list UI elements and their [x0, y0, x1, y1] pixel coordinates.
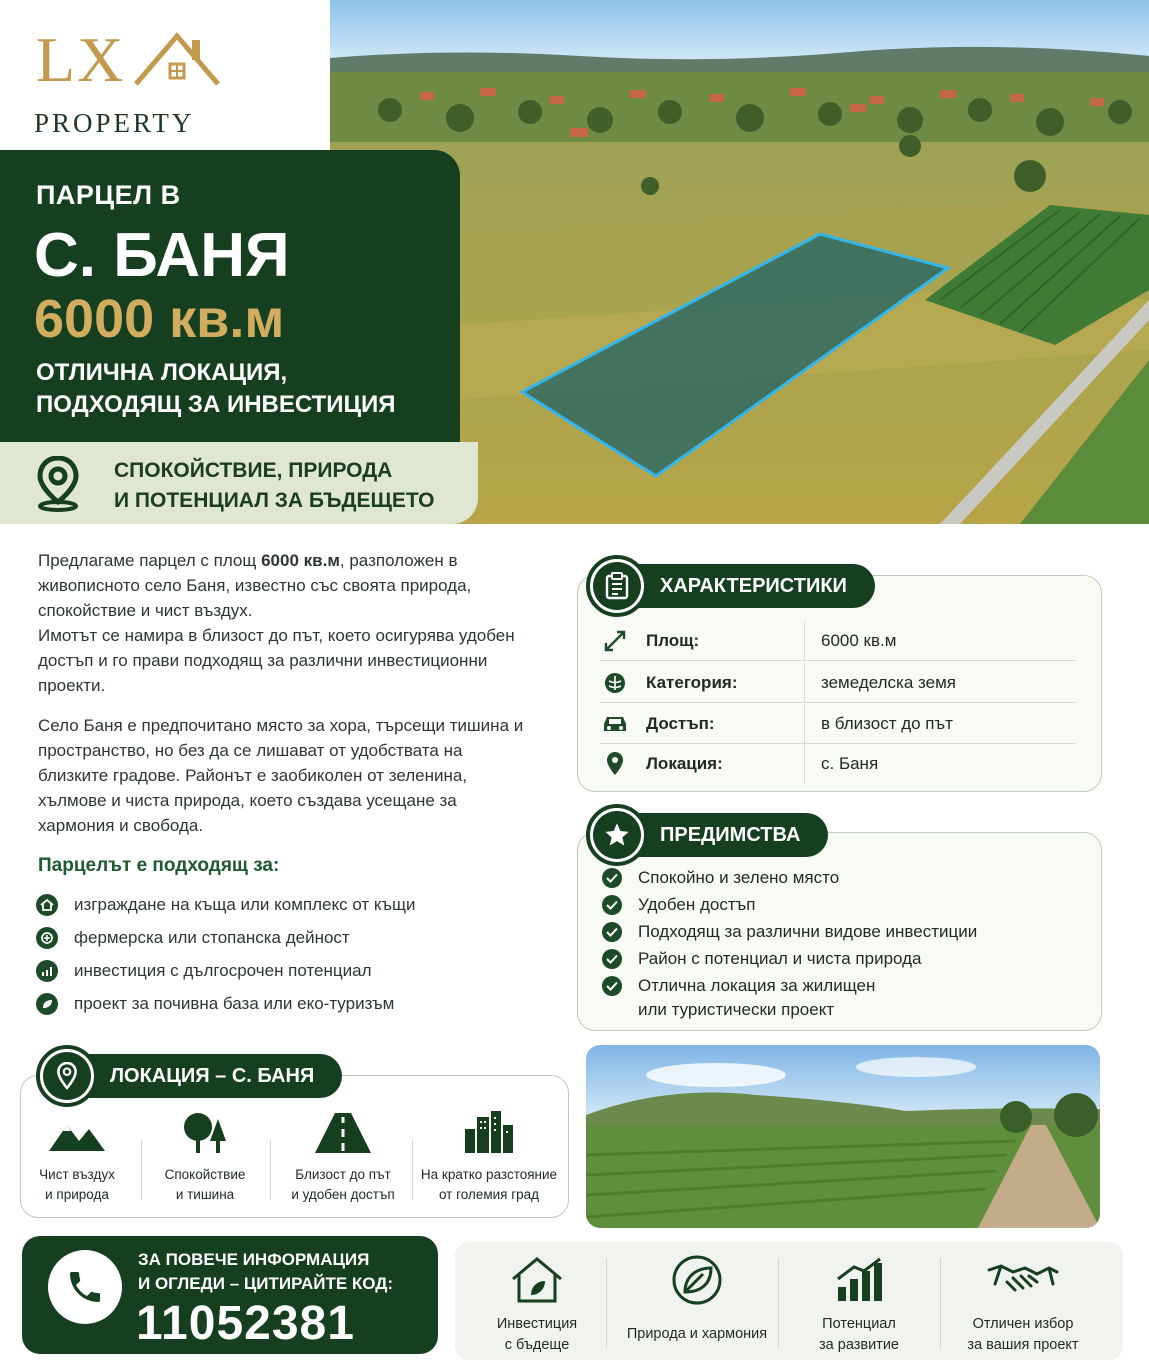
characteristic-value: 6000 кв.м: [804, 621, 896, 661]
feature-line-a: Природа и хармония: [626, 1326, 768, 1342]
feature-line-a: Инвестиция: [496, 1316, 578, 1332]
benefit-label: Подходящ за различни видове инвестиции: [638, 922, 978, 941]
characteristic-label: Категория:: [646, 672, 738, 692]
location-feature-city: [420, 1105, 558, 1205]
hero-area: 6000 кв.м: [34, 289, 285, 349]
location-feature-air: [8, 1105, 146, 1205]
location-feature-road: [274, 1105, 412, 1205]
benefit-label-line-a: Отлична локация за жилищен: [638, 976, 876, 995]
feature-line-b: с бъдеще: [504, 1337, 570, 1353]
car-icon: [600, 713, 630, 735]
city-icon: [420, 1105, 558, 1153]
divider: [940, 1258, 941, 1348]
benefit-label-line-b: или туристически проект: [638, 1000, 835, 1019]
house-icon: [36, 894, 58, 916]
location-feature-line-a: Близост до път: [295, 1167, 391, 1182]
logo-mark: LX: [36, 24, 126, 95]
mountain-icon: [8, 1105, 146, 1153]
list-item: [36, 987, 536, 1020]
slogan-line-b: И ПОТЕНЦИАЛ ЗА БЪДЕЩЕТО: [114, 489, 435, 512]
feature-line-a: Отличен избор: [972, 1316, 1074, 1332]
description-text: Имотът се намира в близост до път, което осигурява удобен достъп и го прави подходящ за различни инвестиционни проекти.: [38, 626, 515, 695]
location-pin-icon: [34, 456, 82, 512]
lx-property-logo: [30, 24, 230, 140]
feature-choice: [948, 1250, 1098, 1356]
listing-code: 11052381: [136, 1297, 355, 1350]
location-pin-icon: [36, 1045, 98, 1107]
list-item: [602, 866, 1082, 890]
characteristic-value: в близост до път: [804, 704, 953, 744]
contact-line-a: ЗА ПОВЕЧЕ ИНФОРМАЦИЯ: [138, 1250, 370, 1269]
handshake-icon: [948, 1250, 1098, 1310]
feature-line-b: за вашия проект: [967, 1337, 1079, 1353]
hero-subtitle: [36, 357, 456, 421]
star-icon: [586, 804, 648, 866]
eco-icon: [36, 993, 58, 1015]
characteristic-row-access: [600, 704, 1076, 744]
benefits-title: ПРЕДИМСТВА: [594, 813, 828, 857]
divider: [412, 1140, 413, 1200]
location-feature-line-b: и природа: [45, 1187, 109, 1202]
logo-house-icon: [134, 28, 220, 104]
hero-village-title: С. БАНЯ: [34, 221, 290, 290]
suitable-item-label: проект за почивна база или еко-туризъм: [74, 993, 395, 1013]
divider: [270, 1140, 271, 1200]
location-feature-line-b: от големия град: [438, 1187, 540, 1202]
divider: [778, 1258, 779, 1348]
divider: [606, 1258, 607, 1348]
eco-house-icon: [462, 1250, 612, 1310]
location-feature-calm: [136, 1105, 274, 1205]
growth-chart-icon: [784, 1250, 934, 1310]
trees-icon: [136, 1105, 274, 1153]
benefits-list: [602, 866, 1082, 1025]
list-item: [602, 947, 1082, 971]
benefit-label: Удобен достъп: [638, 895, 756, 914]
pin-icon: [600, 751, 630, 777]
slogan-text: [114, 456, 435, 516]
characteristic-row-location: [600, 744, 1076, 784]
characteristic-row-category: [600, 663, 1076, 703]
list-item: [36, 921, 536, 954]
check-icon: [602, 895, 622, 915]
hero-subtitle-line-a: ОТЛИЧНА ЛОКАЦИЯ,: [36, 359, 288, 386]
check-icon: [602, 976, 622, 996]
characteristic-label: Достъп:: [646, 713, 715, 733]
list-item: [602, 893, 1082, 917]
logo-word: PROPERTY: [34, 108, 195, 138]
hero-line-1: ПАРЦЕЛ В: [36, 180, 181, 210]
location-title: ЛОКАЦИЯ – С. БАНЯ: [44, 1054, 342, 1098]
suitable-title: Парцелът е подходящ за:: [38, 855, 280, 876]
plant-icon: [600, 671, 630, 695]
chart-icon: [36, 960, 58, 982]
description-paragraph-2: Село Баня е предпочитано място за хора, търсещи тишина и пространство, но без да се лишават от удобствата на близките градове. Районът е заобиколен от зеленина, хълмове и чиста природа, което създава усещане за хармония и свобода.: [38, 716, 524, 835]
characteristics-title: ХАРАКТЕРИСТИКИ: [594, 564, 875, 608]
leaf-circle-icon: [622, 1250, 772, 1310]
check-icon: [602, 949, 622, 969]
area-icon: [600, 629, 630, 653]
feature-line-a: Потенциал: [822, 1316, 896, 1332]
list-item: [36, 954, 536, 987]
contact-line-b: И ОГЛЕДИ – ЦИТИРАЙТЕ КОД:: [138, 1274, 394, 1293]
feature-line-b: за развитие: [819, 1337, 899, 1353]
suitable-item-label: изграждане на къща или комплекс от къщи: [74, 894, 416, 914]
check-icon: [602, 922, 622, 942]
leaf-icon: [36, 927, 58, 949]
characteristic-label: Локация:: [646, 754, 723, 773]
characteristic-value: земеделска земя: [804, 663, 956, 703]
contact-text: [138, 1248, 393, 1296]
description-text: , разположен в живописното село Баня, известно със своята природа, спокойствие и чист въздух.: [38, 551, 472, 620]
location-feature-line-a: Спокойствие: [164, 1167, 246, 1182]
slogan-line-a: СПОКОЙСТВИЕ, ПРИРОДА: [114, 459, 393, 482]
location-feature-line-b: и удобен достъп: [291, 1187, 395, 1202]
list-item: [602, 974, 1082, 1022]
suitable-item-label: фермерска или стопанска дейност: [74, 927, 350, 947]
characteristic-row-area: [600, 621, 1076, 661]
description-paragraph-1: [38, 548, 528, 698]
check-icon: [602, 868, 622, 888]
location-feature-line-a: Чист въздух: [39, 1167, 115, 1182]
feature-nature: [622, 1250, 772, 1345]
list-item: [36, 888, 536, 921]
hero-subtitle-line-b: ПОДХОДЯЩ ЗА ИНВЕСТИЦИЯ: [36, 391, 396, 418]
suitable-item-label: инвестиция с дългосрочен потенциал: [74, 960, 372, 980]
location-feature-line-b: и тишина: [175, 1187, 235, 1202]
description-area-bold: 6000 кв.м: [261, 551, 340, 570]
feature-investment: [462, 1250, 612, 1356]
benefit-label: [638, 974, 875, 1022]
suitable-list: [36, 888, 536, 1020]
characteristic-value: с. Баня: [804, 744, 878, 784]
benefit-label: Спокойно и зелено място: [638, 868, 840, 887]
benefit-label: Район с потенциал и чиста природа: [638, 949, 922, 968]
road-icon: [274, 1105, 412, 1153]
road-landscape-photo: [586, 1045, 1100, 1228]
description-text: Предлагаме парцел с площ: [38, 551, 262, 570]
phone-icon: [48, 1250, 122, 1324]
feature-potential: [784, 1250, 934, 1356]
clipboard-icon: [586, 555, 648, 617]
location-feature-line-a: На кратко разстояние: [420, 1167, 558, 1182]
characteristic-label: Площ:: [646, 630, 700, 650]
list-item: [602, 920, 1082, 944]
